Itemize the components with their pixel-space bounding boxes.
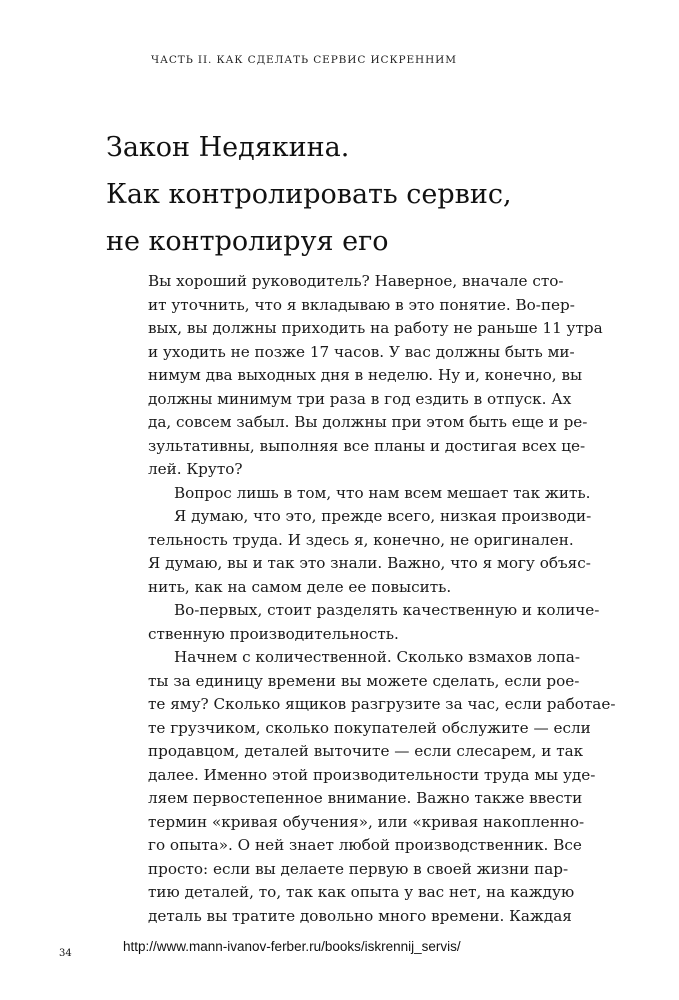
text-line: просто: если вы делаете первую в своей жизни пар- [148,859,569,878]
text-line: должны минимум три раза в год ездить в отпуск. Ах [148,389,572,408]
text-line: те грузчиком, сколько покупателей обслужите — если [148,718,591,737]
text-line: Я думаю, что это, прежде всего, низкая производи- [174,507,592,525]
text-line: тельность труда. И здесь я, конечно, не оригинален. [148,530,574,549]
text-line: ственную производительность. [148,624,399,643]
text-line: зультативны, выполняя все планы и достигая всех це- [148,436,586,455]
running-head: ЧАСТЬ II. КАК СДЕЛАТЬ СЕРВИС ИСКРЕННИМ [151,54,457,66]
text-line: продавцом, деталей выточите — если слесарем, и так [148,742,584,760]
text-line: Вопрос лишь в том, что нам всем мешает так жить. [174,483,591,502]
text-line: те яму? Сколько ящиков разгрузите за час, если работае- [148,695,616,713]
source-url: http://www.mann-ivanov-ferber.ru/books/iskrennij_servis/ [123,939,461,954]
text-line: Вы хороший руководитель? Наверное, вначале сто- [148,272,564,290]
text-line: нимум два выходных дня в неделю. Ну и, конечно, вы [148,366,583,384]
text-line: го опыта». О ней знает любой производственник. Все [148,836,582,854]
text-line: термин «кривая обучения», или «кривая накопленно- [148,812,585,831]
chapter-title-line: Закон Недякина. [106,132,350,163]
text-line: лей. Круто? [148,460,243,478]
text-line: далее. Именно этой производительности труда мы уде- [148,765,596,784]
text-line: да, совсем забыл. Вы должны при этом быть еще и ре- [148,413,588,431]
text-line: тию деталей, то, так как опыта у вас нет, на каждую [148,883,575,901]
body-text [148,270,616,928]
text-line: Начнем с количественной. Сколько взмахов лопа- [174,648,580,666]
text-line: нить, как на самом деле ее повысить. [148,577,452,596]
text-line: ляем первостепенное внимание. Важно также ввести [148,789,583,807]
text-line: и уходить не позже 17 часов. У вас должны быть ми- [148,342,575,361]
page-number: 34 [59,948,72,959]
text-line: деталь вы тратите довольно много времени. Каждая [148,906,572,925]
text-line: вых, вы должны приходить на работу не раньше 11 утра [148,319,603,337]
text-line: Я думаю, вы и так это знали. Важно, что я могу объяс- [148,554,591,572]
text-line: ит уточнить, что я вкладываю в это понятие. Во-пер- [148,295,575,314]
chapter-title-line: не контролируя его [106,226,389,257]
text-line: ты за единицу времени вы можете сделать, если рое- [148,671,580,690]
chapter-title-line: Как контролировать сервис, [106,179,512,210]
chapter-title [106,124,646,265]
text-line: Во-первых, стоит разделять качественную и количе- [174,601,600,619]
